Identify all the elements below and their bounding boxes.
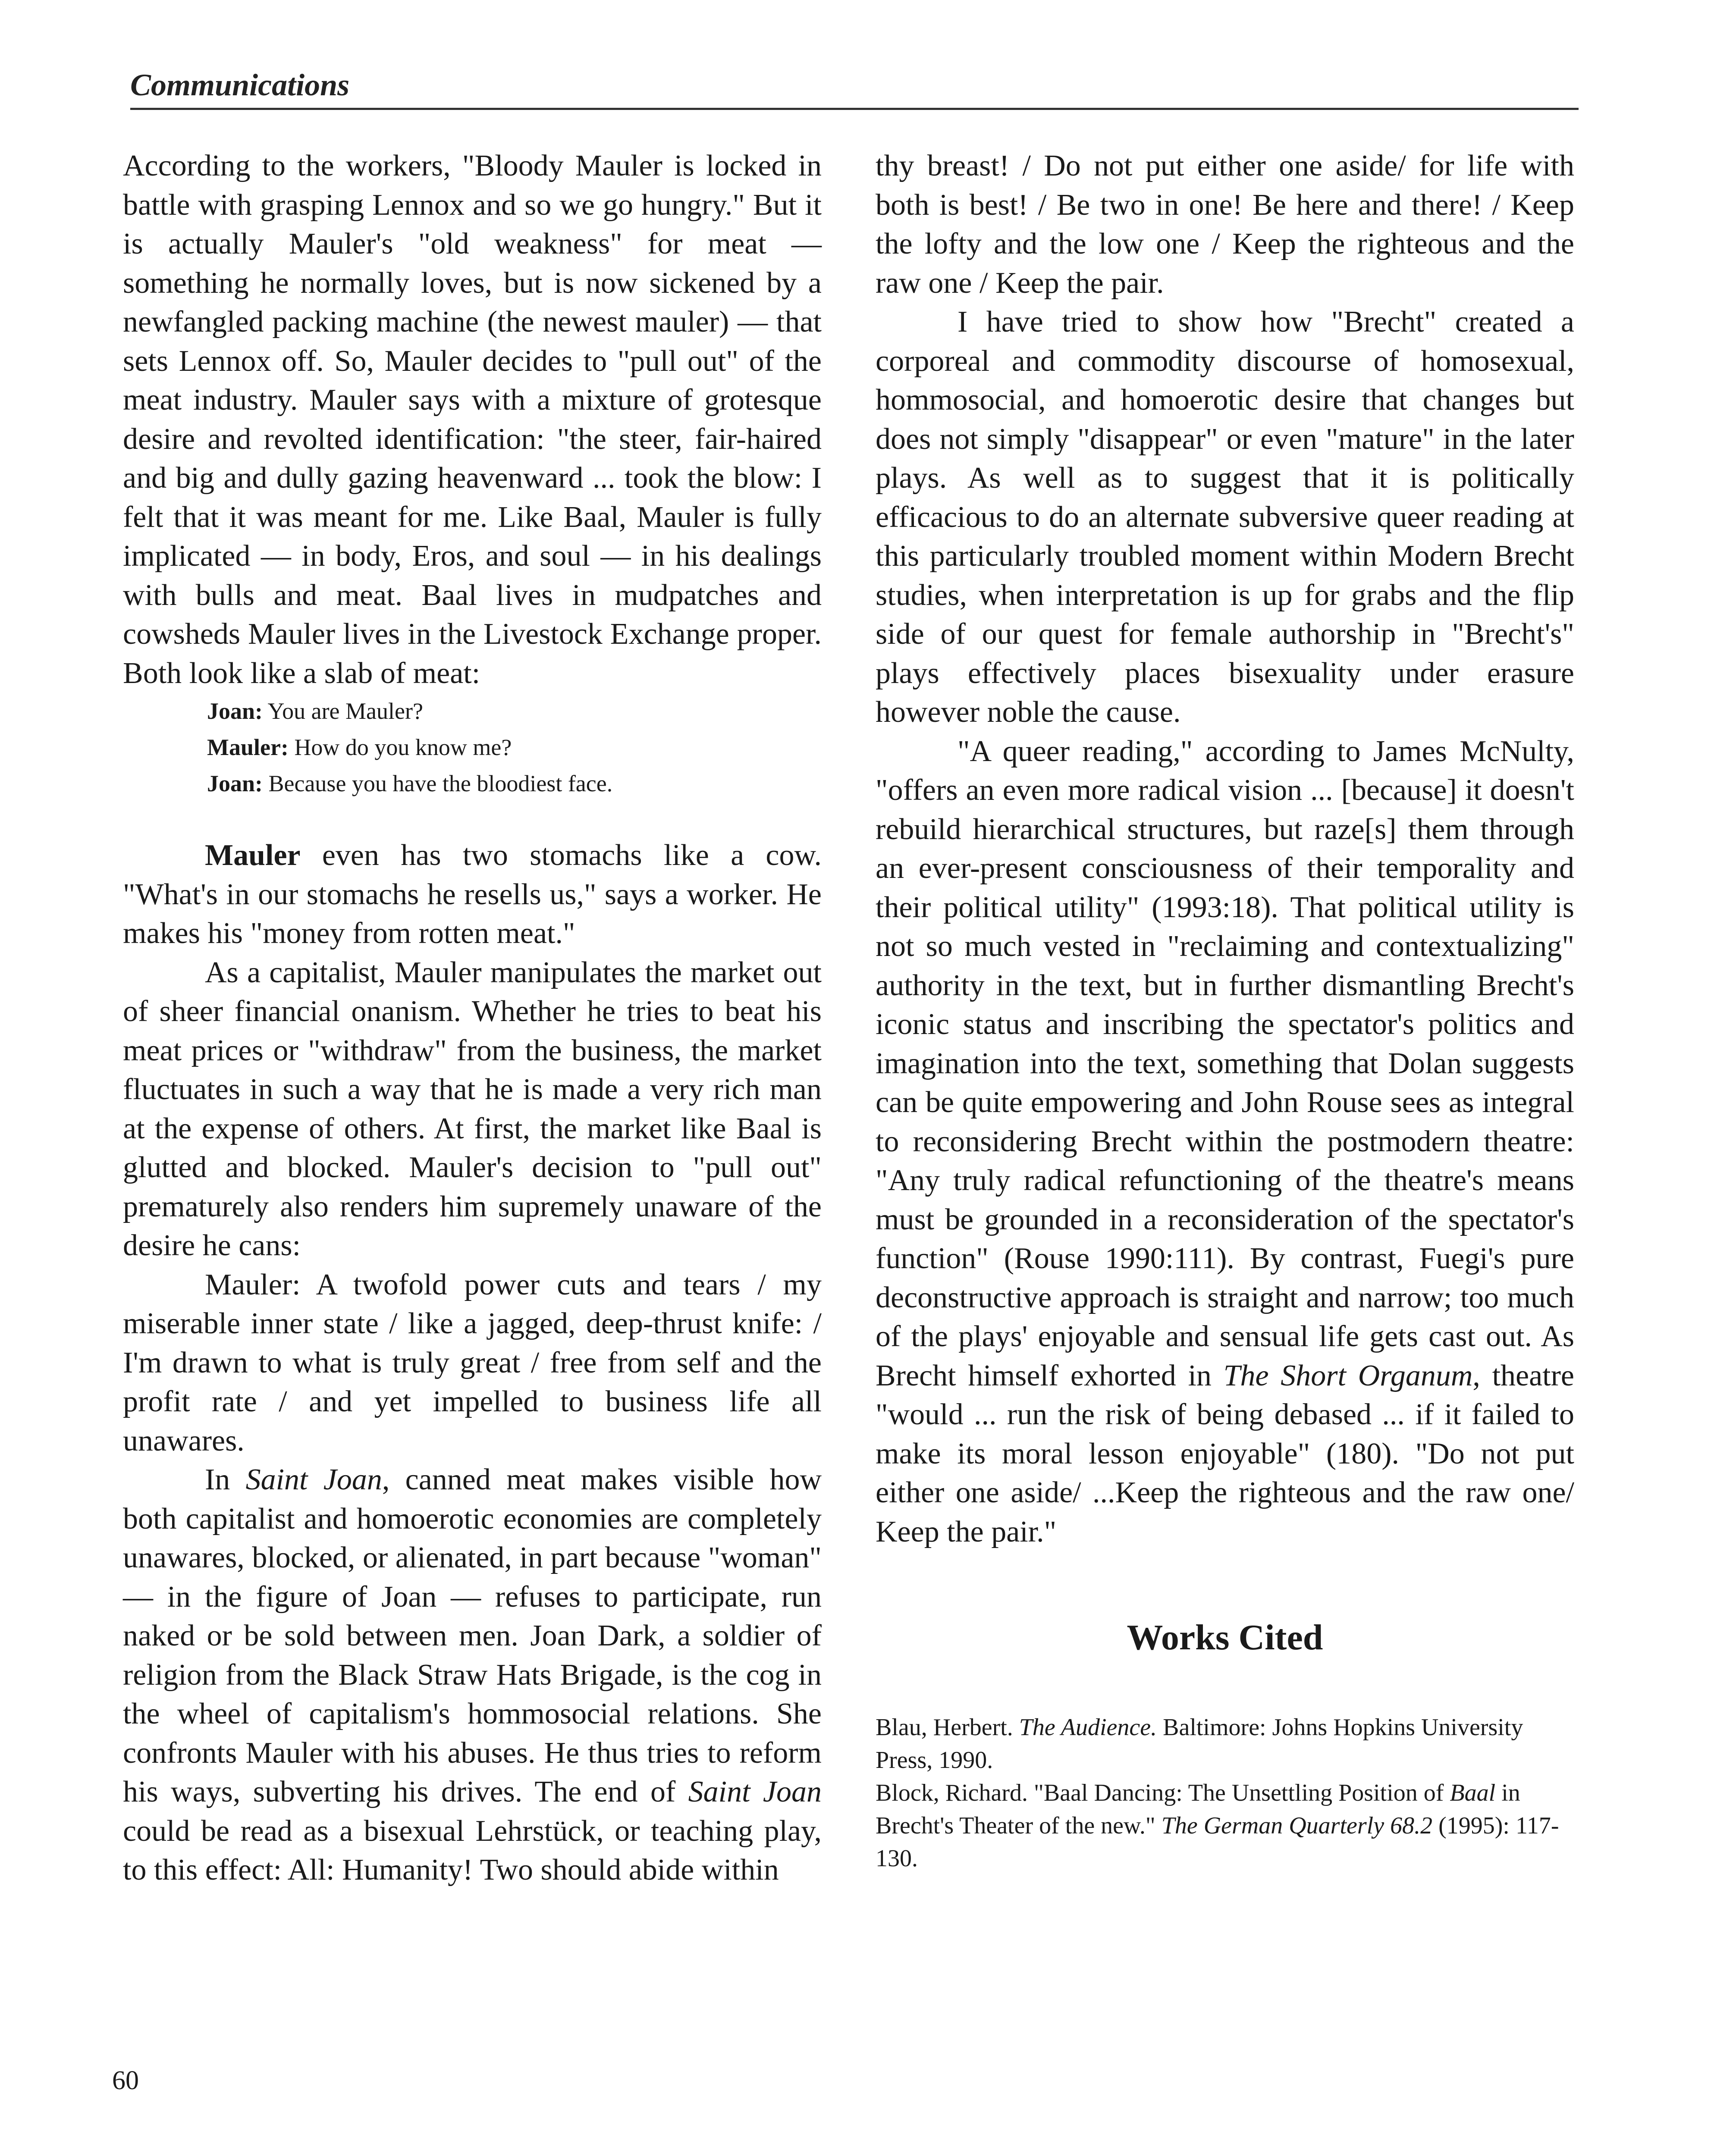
running-header: [130, 65, 1579, 110]
citation-text: in Brecht's Theater of the new.": [876, 1780, 1520, 1839]
italic-title: The Short Organum: [1223, 1359, 1473, 1392]
left-paragraph-4: Mauler: A twofold power cuts and tears / my miserable inner state / like a jagged, deep-thrust knife: / I'm drawn to what is truly great / free from self and the profit rate / and yet impelled to business life all unawares.: [123, 1268, 822, 1457]
right-paragraph-2: I have tried to show how "Brecht" created a corporeal and commodity discourse of homosexual, hommosocial, and homoerotic desire that changes but does not simply "disappear" or even "mature" in the later plays. As well as to suggest that it is politically efficacious to do an alternate subversive queer reading at this particularly troubled moment within Modern Brecht studies, when interpretation is up for grabs and the flip side of our quest for female authorship in "Brecht's" plays effectively places bisexuality under erasure however noble the cause.: [876, 305, 1574, 729]
works-cited-heading: Works Cited: [1127, 1617, 1323, 1658]
left-paragraph-1: According to the workers, "Bloody Mauler is locked in battle with grasping Lennox and so we go hungry." But it is actually Mauler's "old weakness" for meat — something he normally loves, but is now sickened by a newfangled packing machine (the newest mauler) — that sets Lennox off. So, Mauler decides to "pull out" of the meat industry. Mauler says with a mixture of grotesque desire and revolted identification: "the steer, fair-haired and big and dully gazing heavenward ... took the blow: I felt that it was meant for me. Like Baal, Mauler is fully implicated — in body, Eros, and soul — in his dealings with bulls and meat. Baal lives in mudpatches and cowsheds Mauler lives in the Livestock Exchange proper. Both look like a slab of meat:: [123, 149, 822, 690]
italic-title: Baal: [1450, 1780, 1496, 1806]
bold-name: Mauler: [205, 839, 301, 872]
citation-text: Blau, Herbert.: [876, 1714, 1019, 1741]
left-paragraph-3: As a capitalist, Mauler manipulates the market out of sheer financial onanism. Whether he tries to beat his meat prices or "withdraw" from the business, the market fluctuates in such a way that he is made a very rich man at the expense of others. At first, the market like Baal is glutted and blocked. Mauler's decision to "pull out" prematurely also renders him supremely unaware of the desire he cans:: [123, 956, 822, 1262]
left-paragraph-2: [123, 836, 822, 953]
paragraph-text: even has two stomachs like a cow. "What's in our stomachs he resells us," says a worker. He makes his "money from rotten meat.": [123, 839, 822, 950]
paragraph-text: In: [205, 1463, 246, 1496]
dialogue-speaker: Mauler:: [207, 734, 289, 760]
paragraph-text: could be read as a bisexual Lehrstück, or teaching play, to this effect: All: Humanity! Two should abide within: [123, 1814, 822, 1887]
citation-text: Baltimore: Johns Hopkins University Press, 1990.: [876, 1714, 1523, 1774]
paragraph-text: , theatre "would ... run the risk of being debased ... if it failed to make its moral lesson enjoyable" (180). "Do not put either one aside/ ...Keep the righteous and the raw one/ Keep the pair.": [876, 1359, 1574, 1548]
right-paragraph-1: thy breast! / Do not put either one aside/ for life with both is best! / Be two in one! Be here and there! / Keep the lofty and the low one / Keep the righteous and the raw one / Keep the pair.: [876, 149, 1574, 300]
citation-entry: [876, 1711, 1574, 1777]
dialogue-line: [207, 693, 822, 729]
paragraph-text: , canned meat makes visible how both capitalist and homoerotic economies are completely unawares, blocked, or alienated, in part because "woman" — in the figure of Joan — refuses to participate, run naked or be sold between men. Joan Dark, a soldier of religion from the Black Straw Hats Brigade, is the cog in the wheel of capitalism's hommosocial relations. She confronts Mauler with his abuses. He thus tries to reform his ways, subverting his drives. The end of: [123, 1463, 822, 1808]
dialogue-text: Because you have the bloodiest face.: [268, 771, 613, 796]
italic-title: Saint Joan: [245, 1463, 382, 1496]
dialogue-line: [207, 729, 822, 765]
dialogue-block: [207, 693, 822, 802]
dialogue-speaker: Joan:: [207, 771, 263, 796]
italic-title: The Audience.: [1019, 1714, 1157, 1741]
left-paragraph-5: [123, 1460, 822, 1890]
right-column: [876, 147, 1574, 1875]
italic-title: Saint Joan: [688, 1775, 822, 1808]
italic-title: The German Quarterly 68.2: [1161, 1812, 1433, 1839]
page-number: 60: [112, 2066, 139, 2095]
left-column: [123, 147, 822, 1890]
dialogue-text: You are Mauler?: [267, 698, 423, 724]
paragraph-text: "A queer reading," according to James McNulty, "offers an even more radical vision ... [because] it doesn't rebuild hierarchical structures, but raze[s] them through an ever-present consciousness of their temporality and their political utility" (1993:18). That political utility is not so much vested in "reclaiming and contextualizing" authority in the text, but in further dismantling Brecht's iconic status and inscribing the spectator's politics and imagination into the text, something that Dolan suggests can be quite empowering and John Rouse sees as integral to reconsidering Brecht within the postmodern theatre: "Any truly radical refunctioning of the theatre's means must be grounded in a reconsideration of the spectator's function" (Rouse 1990:111). By contrast, Fuegi's pure deconstructive approach is straight and narrow; too much of the plays' enjoyable and sensual life gets cast out. As Brecht himself exhorted in: [876, 734, 1574, 1392]
citation-text: Block, Richard. "Baal Dancing: The Unsettling Position of: [876, 1780, 1450, 1806]
dialogue-line: [207, 765, 822, 802]
right-paragraph-3: [876, 732, 1574, 1552]
citation-entry: [876, 1777, 1574, 1875]
dialogue-text: How do you know me?: [294, 734, 512, 760]
citation-text: (1995): 117-130.: [876, 1812, 1559, 1872]
header-title: Communications: [130, 68, 350, 102]
dialogue-speaker: Joan:: [207, 698, 263, 724]
